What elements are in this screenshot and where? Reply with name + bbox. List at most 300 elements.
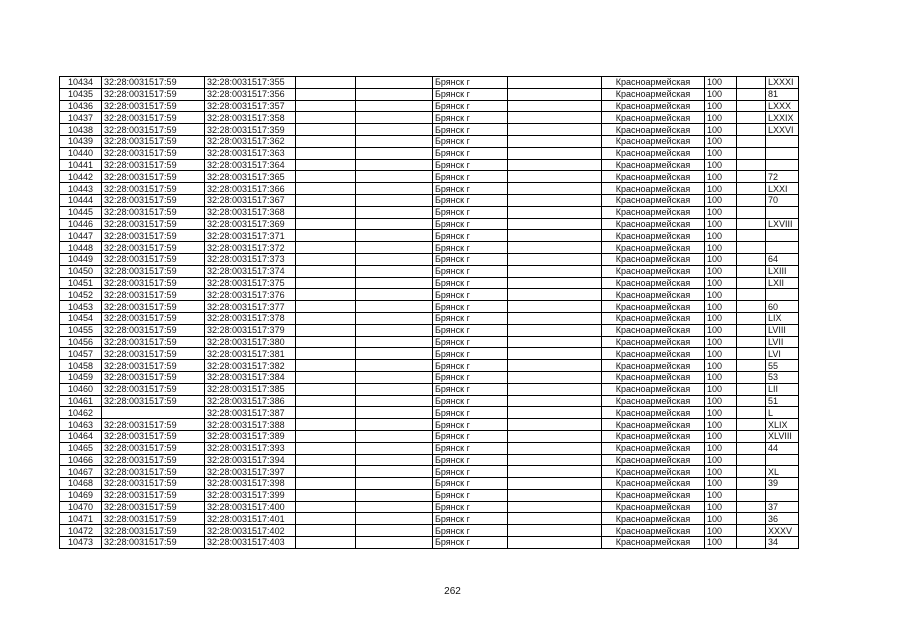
cell-value: 100 xyxy=(705,277,737,289)
cell-col-g xyxy=(508,336,602,348)
cell-cadastral-number: 32:28:0031517:386 xyxy=(205,395,296,407)
cell-col-e xyxy=(356,159,433,171)
cell-col-j xyxy=(737,230,766,242)
cell-col-e xyxy=(356,489,433,501)
cell-street: Красноармейская xyxy=(602,407,705,419)
cell-value: 100 xyxy=(705,371,737,383)
cell-cadastral-parent: 32:28:0031517:59 xyxy=(102,419,205,431)
cell-col-g xyxy=(508,442,602,454)
cell-street: Красноармейская xyxy=(602,77,705,89)
cell-cadastral-parent: 32:28:0031517:59 xyxy=(102,513,205,525)
table-row xyxy=(60,395,799,407)
cell-col-e xyxy=(356,442,433,454)
cell-col-e xyxy=(356,513,433,525)
cell-cadastral-parent: 32:28:0031517:59 xyxy=(102,537,205,549)
cell-row-number: 10449 xyxy=(60,253,102,265)
cell-cadastral-parent: 32:28:0031517:59 xyxy=(102,383,205,395)
cell-row-number: 10436 xyxy=(60,100,102,112)
cell-col-e xyxy=(356,407,433,419)
cell-city: Брянск г xyxy=(433,454,508,466)
cell-col-d xyxy=(296,135,356,147)
cell-col-j xyxy=(737,289,766,301)
table-row xyxy=(60,383,799,395)
cell-value: 100 xyxy=(705,112,737,124)
cell-city: Брянск г xyxy=(433,265,508,277)
table-row xyxy=(60,194,799,206)
cell-col-g xyxy=(508,147,602,159)
table-row xyxy=(60,242,799,254)
cell-house-number: LXXVI xyxy=(766,124,799,136)
cell-house-number: XLVIII xyxy=(766,430,799,442)
cell-city: Брянск г xyxy=(433,159,508,171)
cell-row-number: 10450 xyxy=(60,265,102,277)
cell-value: 100 xyxy=(705,466,737,478)
cell-city: Брянск г xyxy=(433,501,508,513)
cell-house-number: LXII xyxy=(766,277,799,289)
cell-cadastral-number: 32:28:0031517:398 xyxy=(205,478,296,490)
cell-house-number: 36 xyxy=(766,513,799,525)
cell-house-number: 55 xyxy=(766,360,799,372)
cell-cadastral-number: 32:28:0031517:355 xyxy=(205,77,296,89)
cell-col-e xyxy=(356,171,433,183)
cell-col-e xyxy=(356,301,433,313)
cell-row-number: 10462 xyxy=(60,407,102,419)
cell-col-e xyxy=(356,454,433,466)
cell-value: 100 xyxy=(705,312,737,324)
cell-cadastral-number: 32:28:0031517:356 xyxy=(205,88,296,100)
table-row xyxy=(60,501,799,513)
table-row xyxy=(60,525,799,537)
cell-col-d xyxy=(296,171,356,183)
cell-col-e xyxy=(356,77,433,89)
cell-row-number: 10439 xyxy=(60,135,102,147)
cell-cadastral-number: 32:28:0031517:393 xyxy=(205,442,296,454)
cell-col-j xyxy=(737,430,766,442)
cell-row-number: 10447 xyxy=(60,230,102,242)
table-row xyxy=(60,289,799,301)
cell-cadastral-parent: 32:28:0031517:59 xyxy=(102,265,205,277)
cell-value: 100 xyxy=(705,194,737,206)
cell-col-e xyxy=(356,88,433,100)
cell-cadastral-parent: 32:28:0031517:59 xyxy=(102,147,205,159)
cell-city: Брянск г xyxy=(433,513,508,525)
cell-city: Брянск г xyxy=(433,277,508,289)
cell-value: 100 xyxy=(705,442,737,454)
cell-city: Брянск г xyxy=(433,348,508,360)
cell-value: 100 xyxy=(705,230,737,242)
cell-cadastral-number: 32:28:0031517:373 xyxy=(205,253,296,265)
cell-cadastral-parent: 32:28:0031517:59 xyxy=(102,336,205,348)
cell-value: 100 xyxy=(705,77,737,89)
cell-col-d xyxy=(296,253,356,265)
cell-cadastral-parent: 32:28:0031517:59 xyxy=(102,230,205,242)
cell-value: 100 xyxy=(705,513,737,525)
cell-col-d xyxy=(296,112,356,124)
cell-cadastral-number: 32:28:0031517:399 xyxy=(205,489,296,501)
cell-col-e xyxy=(356,360,433,372)
cell-street: Красноармейская xyxy=(602,171,705,183)
table-row xyxy=(60,312,799,324)
cell-house-number: LVIII xyxy=(766,324,799,336)
cell-row-number: 10467 xyxy=(60,466,102,478)
cell-cadastral-parent: 32:28:0031517:59 xyxy=(102,112,205,124)
cell-cadastral-number: 32:28:0031517:402 xyxy=(205,525,296,537)
cell-cadastral-parent: 32:28:0031517:59 xyxy=(102,501,205,513)
cell-col-d xyxy=(296,265,356,277)
cell-col-e xyxy=(356,383,433,395)
cell-col-g xyxy=(508,537,602,549)
cell-col-j xyxy=(737,171,766,183)
cell-street: Красноармейская xyxy=(602,100,705,112)
cell-value: 100 xyxy=(705,206,737,218)
cell-cadastral-number: 32:28:0031517:374 xyxy=(205,265,296,277)
cell-col-g xyxy=(508,88,602,100)
table-row xyxy=(60,478,799,490)
cell-row-number: 10453 xyxy=(60,301,102,313)
cell-house-number: LVI xyxy=(766,348,799,360)
table-row xyxy=(60,301,799,313)
table-row xyxy=(60,218,799,230)
cell-col-j xyxy=(737,324,766,336)
cell-col-g xyxy=(508,206,602,218)
cell-city: Брянск г xyxy=(433,395,508,407)
cell-cadastral-number: 32:28:0031517:378 xyxy=(205,312,296,324)
cell-col-j xyxy=(737,489,766,501)
table-row xyxy=(60,183,799,195)
cell-col-d xyxy=(296,77,356,89)
cell-col-g xyxy=(508,135,602,147)
cell-street: Красноармейская xyxy=(602,537,705,549)
cell-col-e xyxy=(356,100,433,112)
cell-col-j xyxy=(737,183,766,195)
cell-street: Красноармейская xyxy=(602,301,705,313)
cell-city: Брянск г xyxy=(433,383,508,395)
cell-col-j xyxy=(737,253,766,265)
cell-cadastral-parent: 32:28:0031517:59 xyxy=(102,324,205,336)
cell-col-e xyxy=(356,135,433,147)
cell-col-g xyxy=(508,277,602,289)
cell-city: Брянск г xyxy=(433,360,508,372)
cell-cadastral-parent: 32:28:0031517:59 xyxy=(102,88,205,100)
cell-street: Красноармейская xyxy=(602,348,705,360)
cell-col-g xyxy=(508,301,602,313)
cell-value: 100 xyxy=(705,501,737,513)
cell-street: Красноармейская xyxy=(602,206,705,218)
cell-cadastral-parent: 32:28:0031517:59 xyxy=(102,183,205,195)
cell-cadastral-number: 32:28:0031517:366 xyxy=(205,183,296,195)
cell-col-j xyxy=(737,419,766,431)
cell-cadastral-parent: 32:28:0031517:59 xyxy=(102,124,205,136)
cell-cadastral-parent: 32:28:0031517:59 xyxy=(102,371,205,383)
cell-row-number: 10451 xyxy=(60,277,102,289)
cell-col-e xyxy=(356,253,433,265)
cell-col-e xyxy=(356,430,433,442)
cell-col-d xyxy=(296,501,356,513)
table-row xyxy=(60,537,799,549)
cell-value: 100 xyxy=(705,265,737,277)
cell-col-j xyxy=(737,501,766,513)
cell-street: Красноармейская xyxy=(602,371,705,383)
cell-cadastral-parent: 32:28:0031517:59 xyxy=(102,159,205,171)
cell-house-number: LXXX xyxy=(766,100,799,112)
cell-cadastral-number: 32:28:0031517:387 xyxy=(205,407,296,419)
cell-cadastral-number: 32:28:0031517:397 xyxy=(205,466,296,478)
cell-city: Брянск г xyxy=(433,135,508,147)
cell-cadastral-parent: 32:28:0031517:59 xyxy=(102,194,205,206)
table-row xyxy=(60,253,799,265)
cell-house-number xyxy=(766,454,799,466)
cell-cadastral-parent: 32:28:0031517:59 xyxy=(102,525,205,537)
cell-col-e xyxy=(356,348,433,360)
cell-street: Красноармейская xyxy=(602,265,705,277)
cell-col-e xyxy=(356,324,433,336)
cell-row-number: 10444 xyxy=(60,194,102,206)
cell-city: Брянск г xyxy=(433,430,508,442)
cell-col-g xyxy=(508,312,602,324)
cell-col-d xyxy=(296,371,356,383)
cell-value: 100 xyxy=(705,135,737,147)
cell-cadastral-parent: 32:28:0031517:59 xyxy=(102,466,205,478)
cell-row-number: 10470 xyxy=(60,501,102,513)
cell-house-number xyxy=(766,489,799,501)
cell-col-d xyxy=(296,383,356,395)
cell-cadastral-parent: 32:28:0031517:59 xyxy=(102,478,205,490)
cell-col-g xyxy=(508,383,602,395)
cell-row-number: 10463 xyxy=(60,419,102,431)
cell-city: Брянск г xyxy=(433,88,508,100)
cell-col-d xyxy=(296,277,356,289)
cell-col-e xyxy=(356,478,433,490)
table-row xyxy=(60,419,799,431)
cell-row-number: 10455 xyxy=(60,324,102,336)
cell-col-e xyxy=(356,265,433,277)
cell-col-g xyxy=(508,430,602,442)
cell-street: Красноармейская xyxy=(602,312,705,324)
cell-col-d xyxy=(296,489,356,501)
cell-house-number: LXIII xyxy=(766,265,799,277)
cell-col-d xyxy=(296,348,356,360)
cell-col-g xyxy=(508,265,602,277)
table-row xyxy=(60,348,799,360)
cell-street: Красноармейская xyxy=(602,383,705,395)
table-row xyxy=(60,513,799,525)
cell-col-e xyxy=(356,501,433,513)
cell-col-d xyxy=(296,324,356,336)
cell-street: Красноармейская xyxy=(602,466,705,478)
cell-col-j xyxy=(737,112,766,124)
cell-col-d xyxy=(296,336,356,348)
cell-col-j xyxy=(737,348,766,360)
cell-street: Красноармейская xyxy=(602,489,705,501)
cell-house-number: 37 xyxy=(766,501,799,513)
cell-value: 100 xyxy=(705,124,737,136)
cell-cadastral-parent: 32:28:0031517:59 xyxy=(102,489,205,501)
cell-city: Брянск г xyxy=(433,194,508,206)
cell-col-d xyxy=(296,147,356,159)
cell-col-j xyxy=(737,147,766,159)
cell-row-number: 10448 xyxy=(60,242,102,254)
cell-city: Брянск г xyxy=(433,218,508,230)
cell-col-j xyxy=(737,194,766,206)
cell-col-j xyxy=(737,360,766,372)
cell-col-j xyxy=(737,407,766,419)
cell-cadastral-number: 32:28:0031517:377 xyxy=(205,301,296,313)
cell-col-d xyxy=(296,466,356,478)
cell-col-g xyxy=(508,242,602,254)
cell-col-g xyxy=(508,171,602,183)
cell-col-g xyxy=(508,348,602,360)
cell-city: Брянск г xyxy=(433,77,508,89)
cell-cadastral-number: 32:28:0031517:369 xyxy=(205,218,296,230)
cell-value: 100 xyxy=(705,159,737,171)
cell-col-d xyxy=(296,312,356,324)
cell-col-e xyxy=(356,277,433,289)
cell-col-d xyxy=(296,430,356,442)
cell-cadastral-number: 32:28:0031517:371 xyxy=(205,230,296,242)
cell-city: Брянск г xyxy=(433,301,508,313)
cell-house-number: LXXI xyxy=(766,183,799,195)
cell-cadastral-parent: 32:28:0031517:59 xyxy=(102,442,205,454)
cell-cadastral-number: 32:28:0031517:376 xyxy=(205,289,296,301)
cell-house-number xyxy=(766,242,799,254)
cell-col-g xyxy=(508,478,602,490)
cell-col-e xyxy=(356,466,433,478)
cell-col-j xyxy=(737,513,766,525)
cell-value: 100 xyxy=(705,383,737,395)
cell-col-g xyxy=(508,218,602,230)
cell-house-number xyxy=(766,289,799,301)
cell-cadastral-parent: 32:28:0031517:59 xyxy=(102,100,205,112)
cell-street: Красноармейская xyxy=(602,183,705,195)
cell-col-e xyxy=(356,183,433,195)
cell-cadastral-number: 32:28:0031517:364 xyxy=(205,159,296,171)
cell-col-g xyxy=(508,407,602,419)
cell-row-number: 10445 xyxy=(60,206,102,218)
table-row xyxy=(60,124,799,136)
cell-street: Красноармейская xyxy=(602,159,705,171)
cell-col-e xyxy=(356,289,433,301)
cell-row-number: 10443 xyxy=(60,183,102,195)
cell-col-g xyxy=(508,501,602,513)
cell-street: Красноармейская xyxy=(602,454,705,466)
cell-cadastral-number: 32:28:0031517:382 xyxy=(205,360,296,372)
cell-row-number: 10473 xyxy=(60,537,102,549)
cell-row-number: 10471 xyxy=(60,513,102,525)
cell-street: Красноармейская xyxy=(602,289,705,301)
cell-cadastral-parent: 32:28:0031517:59 xyxy=(102,171,205,183)
cell-cadastral-number: 32:28:0031517:358 xyxy=(205,112,296,124)
cell-street: Красноармейская xyxy=(602,218,705,230)
cell-value: 100 xyxy=(705,525,737,537)
table-row xyxy=(60,466,799,478)
cell-city: Брянск г xyxy=(433,525,508,537)
cell-cadastral-parent xyxy=(102,407,205,419)
cell-house-number xyxy=(766,135,799,147)
cell-house-number xyxy=(766,206,799,218)
cell-col-e xyxy=(356,371,433,383)
cell-house-number: 44 xyxy=(766,442,799,454)
cell-street: Красноармейская xyxy=(602,336,705,348)
cell-col-d xyxy=(296,124,356,136)
cell-col-j xyxy=(737,100,766,112)
cell-col-g xyxy=(508,395,602,407)
cell-cadastral-number: 32:28:0031517:372 xyxy=(205,242,296,254)
cell-col-d xyxy=(296,419,356,431)
cell-house-number: XLIX xyxy=(766,419,799,431)
cell-city: Брянск г xyxy=(433,230,508,242)
cell-row-number: 10469 xyxy=(60,489,102,501)
cell-col-g xyxy=(508,124,602,136)
cell-house-number xyxy=(766,147,799,159)
cell-house-number: LII xyxy=(766,383,799,395)
cell-row-number: 10454 xyxy=(60,312,102,324)
cell-house-number: 51 xyxy=(766,395,799,407)
cell-cadastral-parent: 32:28:0031517:59 xyxy=(102,218,205,230)
cell-row-number: 10459 xyxy=(60,371,102,383)
cell-street: Красноармейская xyxy=(602,253,705,265)
cell-street: Красноармейская xyxy=(602,135,705,147)
table-row xyxy=(60,230,799,242)
cell-city: Брянск г xyxy=(433,442,508,454)
cell-col-j xyxy=(737,442,766,454)
table-row xyxy=(60,135,799,147)
cell-house-number: XXXV xyxy=(766,525,799,537)
cell-col-e xyxy=(356,525,433,537)
cell-value: 100 xyxy=(705,430,737,442)
cell-col-d xyxy=(296,100,356,112)
cell-value: 100 xyxy=(705,419,737,431)
cell-street: Красноармейская xyxy=(602,419,705,431)
table-row xyxy=(60,360,799,372)
cell-cadastral-parent: 32:28:0031517:59 xyxy=(102,77,205,89)
cell-city: Брянск г xyxy=(433,124,508,136)
cell-col-d xyxy=(296,513,356,525)
cell-cadastral-number: 32:28:0031517:368 xyxy=(205,206,296,218)
cell-col-e xyxy=(356,112,433,124)
cell-col-j xyxy=(737,395,766,407)
cell-col-e xyxy=(356,419,433,431)
cell-col-g xyxy=(508,230,602,242)
cell-col-g xyxy=(508,489,602,501)
cell-cadastral-parent: 32:28:0031517:59 xyxy=(102,360,205,372)
cell-col-d xyxy=(296,478,356,490)
cell-house-number: 39 xyxy=(766,478,799,490)
cell-city: Брянск г xyxy=(433,466,508,478)
cell-row-number: 10458 xyxy=(60,360,102,372)
cell-col-j xyxy=(737,77,766,89)
cell-col-e xyxy=(356,147,433,159)
cell-col-e xyxy=(356,312,433,324)
cell-street: Красноармейская xyxy=(602,395,705,407)
cell-cadastral-number: 32:28:0031517:385 xyxy=(205,383,296,395)
cell-col-j xyxy=(737,206,766,218)
cell-col-g xyxy=(508,77,602,89)
cell-cadastral-parent: 32:28:0031517:59 xyxy=(102,348,205,360)
cell-city: Брянск г xyxy=(433,253,508,265)
cell-value: 100 xyxy=(705,147,737,159)
cell-value: 100 xyxy=(705,100,737,112)
cell-col-e xyxy=(356,242,433,254)
registry-table xyxy=(59,76,799,549)
cell-cadastral-number: 32:28:0031517:403 xyxy=(205,537,296,549)
cell-street: Красноармейская xyxy=(602,194,705,206)
cell-cadastral-number: 32:28:0031517:359 xyxy=(205,124,296,136)
cell-house-number: 34 xyxy=(766,537,799,549)
cell-row-number: 10457 xyxy=(60,348,102,360)
cell-house-number: 64 xyxy=(766,253,799,265)
cell-city: Брянск г xyxy=(433,112,508,124)
cell-row-number: 10456 xyxy=(60,336,102,348)
